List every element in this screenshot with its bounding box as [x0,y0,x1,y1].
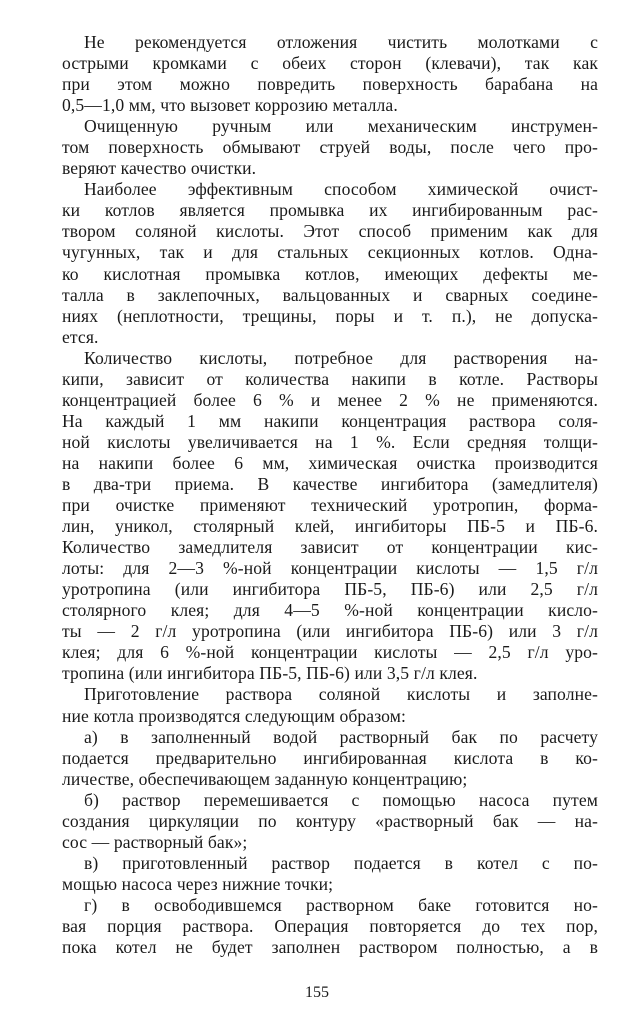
text-line: ко кислотная промывка котлов, имеющих дефекты ме- [62,263,598,284]
paragraph [62,853,598,895]
paragraph [62,348,598,685]
text-line: а) в заполненный водой растворный бак по расчету [84,726,598,747]
paragraph [62,727,598,790]
text-line: ной кислоты увеличивается на 1 %. Если средняя толщи- [62,431,598,452]
text-line: Количество замедлителя зависит от концентрации кис- [62,537,598,558]
text-line: том поверхность обмывают струей воды, после чего про- [62,137,598,158]
text-line: ки котлов является промывка их ингибированным рас- [62,200,598,221]
text-line: при очистке применяют технический уротропин, форма- [62,495,598,516]
text-line: Приготовление раствора соляной кислоты и заполне- [84,684,598,705]
text-line: клея; для 6 %-ной концентрации кислоты — 2,5 г/л уро- [62,642,598,663]
text-line: подается предварительно ингибированная кислота в ко- [62,747,598,768]
text-line: уротропина (или ингибитора ПБ-5, ПБ-6) или 2,5 г/л [62,579,598,600]
text-line: Не рекомендуется отложения чистить молотками с [84,32,598,52]
paragraph [62,790,598,853]
text-line: создания циркуляции по контуру «растворный бак — на- [62,810,598,831]
text-line: На каждый 1 мм накипи концентрация раствора соля- [62,410,598,431]
text-line: ты — 2 г/л уротропина (или ингибитора ПБ-6) или 3 г/л [62,621,598,642]
text-line: столярного клея; для 4—5 %-ной концентрации кисло- [62,600,598,621]
paragraph [62,32,598,116]
text-line: 0,5—1,0 мм, что вызовет коррозию металла. [62,95,398,116]
text-line: сос — растворный бак»; [62,831,248,852]
text-line: пока котел не будет заполнен раствором полностью, а в [62,937,598,958]
text-line: личестве, обеспечивающем заданную концентрацию; [62,768,468,789]
text-line: Наиболее эффективным способом химической очист- [84,179,598,200]
text-line: лоты: для 2—3 %-ной концентрации кислоты — 1,5 г/л [62,558,598,579]
text-line: ется. [62,326,99,347]
paragraph [62,895,598,958]
text-line: тропина (или ингибитора ПБ-5, ПБ-6) или 3,5 г/л клея. [62,663,478,684]
text-line: г) в освободившемся растворном баке готовится но- [84,894,598,915]
page-number: 155 [305,984,329,1001]
text-line: в) приготовленный раствор подается в котел с по- [84,852,598,873]
text-line: лин, уникол, столярный клей, ингибиторы ПБ-5 и ПБ-6. [62,516,598,537]
text-line: б) раствор перемешивается с помощью насоса путем [84,789,598,810]
text-line: в два-три приема. В качестве ингибитора (замедлителя) [62,473,598,494]
text-line: ниях (неплотности, трещины, поры и т. п.), не допуска- [62,305,598,326]
text-line: талла в заклепочных, вальцованных и сварных соедине- [62,284,598,305]
text-line: мощью насоса через нижние точки; [62,873,334,894]
text-line: Количество кислоты, потребное для растворения на- [84,347,598,368]
text-line: веряют качество очистки. [62,158,257,179]
text-line: кипи, зависит от количества накипи в котле. Растворы [62,368,598,389]
text-line: ние котла производятся следующим образом: [62,705,406,726]
text-line: острыми кромками с обеих сторон (клевачи), так как [62,53,598,74]
text-line: вая порция раствора. Операция повторяется до тех пор, [62,915,598,936]
text-line: Очищенную ручным или механическим инструмен- [84,116,598,137]
text-line: чугунных, так и для стальных секционных котлов. Одна- [62,242,598,263]
text-line: на накипи более 6 мм, химическая очистка производится [62,452,598,473]
paragraph [62,179,598,347]
text-line: при этом можно повредить поверхность барабана на [62,74,598,95]
text-line: концентрацией более 6 % и менее 2 % не применяются. [62,389,598,410]
text-line: твором соляной кислоты. Этот способ применим как для [62,221,598,242]
paragraph [62,684,598,726]
page-body [62,32,598,958]
paragraph [62,116,598,179]
